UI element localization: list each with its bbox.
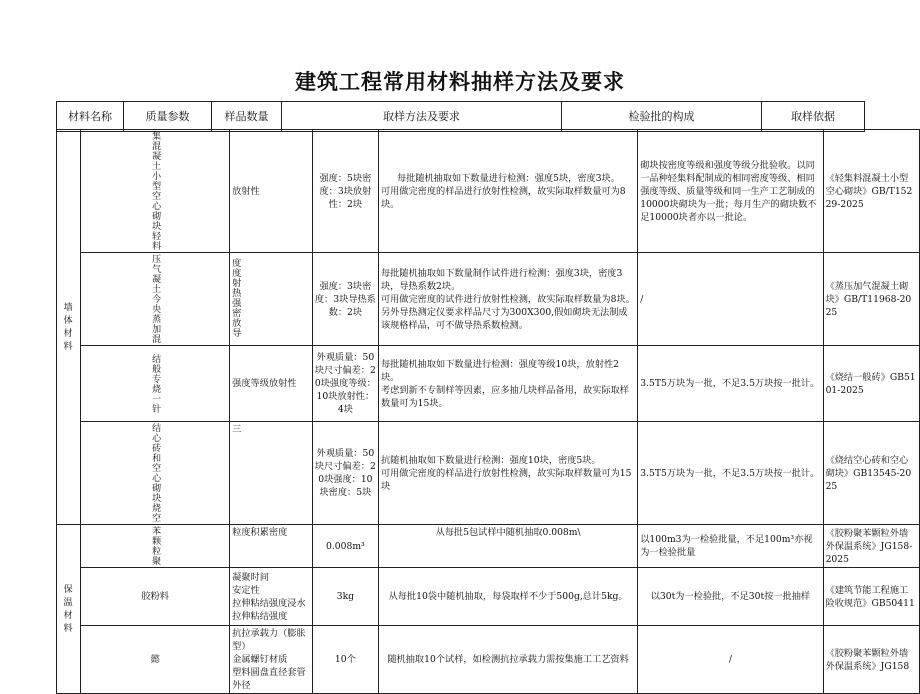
header-quality-params: 质量参数: [124, 102, 212, 132]
quality-params: 凝聚时间 安定性 拉伸粘结强度浸水 拉伸粘结强度: [230, 568, 313, 626]
header-sampling-method: 取样方法及要求: [282, 102, 562, 132]
table-header-row: [57, 102, 865, 132]
sample-qty: 外观质量：50块尺寸偏差：20块强度等级：10块放射性：4块: [312, 346, 378, 422]
quality-params: 度 度 射 热 强 密 放 导: [230, 253, 313, 346]
sampling-basis: 《胶粉聚苯颗粒外墙外保温系统》JG158: [823, 626, 919, 694]
material-name: 懿: [81, 626, 230, 694]
sample-qty: 强度：5块密度：3块放射性：2块: [312, 130, 378, 253]
batch-composition: 以100m3为一检验批量，不足100m³亦视为一检验批量: [638, 525, 823, 568]
batch-composition: 以30t为一检验批，不足30t按一批抽样: [638, 568, 823, 626]
quality-params: 三: [230, 422, 313, 525]
sampling-basis: 《烧结空心砖和空心砌块》GB13545-2025: [823, 422, 919, 525]
sampling-basis: 《胶粉聚苯颗粒外墙外保温系统》JG158-2025: [823, 525, 919, 568]
page-title: 建筑工程常用材料抽样方法及要求: [295, 70, 625, 94]
header-material-name: 材料名称: [57, 102, 124, 132]
sample-qty: 10个: [312, 626, 378, 694]
header-sampling-basis: 取样依据: [762, 102, 865, 132]
sample-qty: 0.008m³: [312, 525, 378, 568]
batch-composition: 3.5T5万块为一批，不足3.5万块按一批计。: [638, 422, 823, 525]
sampling-basis: 《烧结一般砖》GB5101-2025: [823, 346, 919, 422]
category-insulation: 保 温 材料: [57, 525, 81, 694]
sampling-method: 抗随机抽取如下数量进行检测：强度10块，密度5块。 可用做完密度的样品进行放射性检测，故实际取样数量可为15块: [378, 422, 637, 525]
sampling-method: 每批随机抽取如下数量制作试件进行检测：强度3块，密度3块，导热系数2块。 可用做完密度的试件进行放射性检测，故实际取样数量为8块。 另外导热测定仪要求样品尺寸为300X300,假如砌块无法制成该规格样品，可不做导热系数检测。: [378, 253, 637, 346]
table-row: [57, 253, 920, 346]
sample-qty: 强度：3块密度：3块导热系数：2块: [312, 253, 378, 346]
material-name: 结心砖和空心砌块烧空: [150, 423, 161, 523]
sampling-method: 随机抽取10个试样，如检测抗拉承载力需按集施工工艺资料: [378, 626, 637, 694]
material-name: 集混凝土小型空心砌块轻料: [150, 131, 161, 251]
category-wall: 墙 体 材料: [57, 130, 81, 525]
material-name: 结般专烧一针: [150, 353, 161, 414]
table-row: [57, 525, 920, 568]
header-batch-composition: 检验批的构成: [562, 102, 762, 132]
sampling-basis: 《轻集料混凝土小型空心砌块》GB/T15229-2025: [823, 130, 919, 253]
table-row: [57, 626, 920, 694]
table-row: [57, 568, 920, 626]
quality-params: 抗拉承载力（膨胀型） 金属螺钉材质 塑料圆盘直径套管外径: [230, 626, 313, 694]
materials-body: [56, 129, 920, 694]
sampling-method: 从每批5包试样中随机抽取0.008m\: [378, 525, 637, 568]
batch-composition: /: [638, 253, 823, 346]
table-row: [57, 130, 920, 253]
material-name: 压气凝土今央蒸加混: [150, 254, 161, 344]
sampling-basis: 《蒸压加气混凝土砌块》GB/T11968-2025: [823, 253, 919, 346]
sampling-method: 从每批10袋中随机抽取，每袋取样不少于500g,总计5kg。: [378, 568, 637, 626]
sampling-basis: 《建筑节能工程施工险收规范》GB50411: [823, 568, 919, 626]
sampling-method: 每批随机抽取如下数量进行检测：强度等级10块，放射性2块。 考虑到新不专制样等因素，应多抽几块样品备用，故实际取样数量可为15块。: [378, 346, 637, 422]
quality-params: 放射性: [230, 130, 313, 253]
materials-table: [56, 101, 865, 132]
material-name: 苯颗粒聚: [150, 526, 161, 566]
material-name: 胶粉料: [81, 568, 230, 626]
sampling-method: 每批随机抽取如下数量进行检测：强度5块，密度3块。 可用做完密度的样品进行放射性检测，故实际取样数量可为8块。: [378, 130, 637, 253]
batch-composition: /: [638, 626, 823, 694]
table-row: [57, 422, 920, 525]
quality-params: 强度等级放射性: [230, 346, 313, 422]
sample-qty: 3kg: [312, 568, 378, 626]
header-sample-qty: 样品数量: [212, 102, 282, 132]
table-row: [57, 346, 920, 422]
batch-composition: 3.5T5万块为一批，不足3.5万块按一批计。: [638, 346, 823, 422]
batch-composition: 砌块按密度等级和强度等级分批验收。以同一品种轻集料配制成的相同密度等级、相同强度等级、质量等级和同一生产工艺制成的10000块砌块为一批；每月生产的砌块数不足10000块者亦以一批论。: [638, 130, 823, 253]
sample-qty: 外观质量：50块尺寸偏差：20块强度：10块密度：5块: [312, 422, 378, 525]
quality-params: 粒度积累密度: [230, 525, 313, 568]
